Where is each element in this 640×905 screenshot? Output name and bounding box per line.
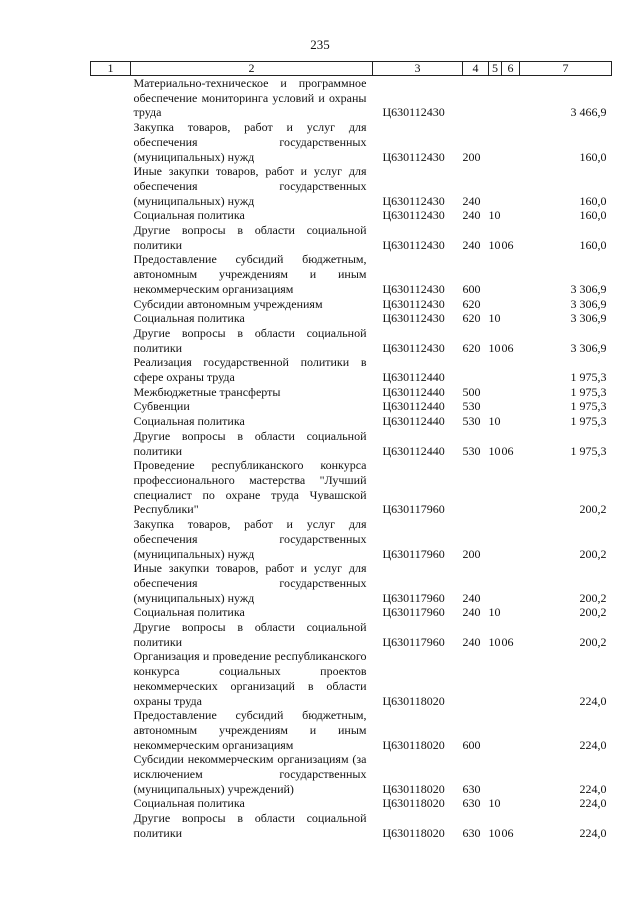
row-name: Предоставление субсидий бюджетным, автономным учреждениям и иным некоммерческим организациям	[133, 252, 367, 296]
subsection-code: 06	[501, 443, 514, 458]
section-code	[489, 355, 502, 384]
section-code	[489, 252, 502, 296]
row-name: Закупка товаров, работ и услуг для обеспечения государственных (муниципальных) нужд	[133, 517, 367, 561]
cell-index	[91, 517, 131, 561]
target-code: Ц630117960	[382, 546, 445, 561]
cell-index	[91, 649, 131, 708]
subsection-code	[502, 458, 520, 517]
row-name: Организация и проведение республиканского конкурса социальных проектов некоммерческих организаций в области охраны труда	[133, 649, 367, 708]
table-row	[91, 752, 612, 796]
row-name: Другие вопросы в области социальной политики	[133, 223, 367, 252]
cell-index	[91, 605, 131, 620]
expense-type: 620	[462, 340, 481, 355]
expense-type	[463, 458, 489, 517]
subsection-code	[502, 605, 520, 620]
header-cell-1: 1	[91, 62, 131, 76]
cell-index	[91, 355, 131, 384]
table-row	[91, 649, 612, 708]
expense-type: 600	[462, 737, 481, 752]
expense-type: 600	[462, 281, 481, 296]
expense-type: 240	[462, 193, 481, 208]
expense-type: 630	[462, 796, 481, 811]
subsection-code	[502, 385, 520, 400]
table-row	[91, 414, 612, 429]
subsection-code	[502, 208, 520, 223]
table-row	[91, 811, 612, 840]
amount: 3 306,9	[570, 296, 607, 311]
target-code: Ц630112430	[382, 296, 445, 311]
amount: 1 975,3	[570, 414, 607, 429]
header-cell-2: 2	[131, 62, 373, 76]
section-code	[489, 385, 502, 400]
row-name: Межбюджетные трансферты	[133, 384, 281, 399]
table-row	[91, 297, 612, 312]
amount: 160,0	[579, 193, 607, 208]
amount: 200,2	[579, 605, 607, 620]
section-code: 10	[488, 443, 501, 458]
expense-type: 240	[462, 634, 481, 649]
target-code: Ц630112430	[382, 281, 445, 296]
expense-type: 630	[462, 781, 481, 796]
row-name: Другие вопросы в области социальной политики	[133, 811, 367, 840]
table-row	[91, 164, 612, 208]
row-name: Другие вопросы в области социальной политики	[133, 620, 367, 649]
header-cell-5: 5	[489, 62, 502, 76]
expense-type	[463, 76, 489, 121]
target-code: Ц630112430	[382, 193, 445, 208]
cell-index	[91, 561, 131, 605]
subsection-code	[502, 252, 520, 296]
row-name: Социальная политика	[133, 605, 245, 620]
section-code: 10	[488, 208, 501, 223]
header-row	[91, 62, 612, 76]
section-code: 10	[488, 340, 501, 355]
cell-index	[91, 620, 131, 649]
target-code: Ц630112430	[382, 237, 445, 252]
amount: 224,0	[579, 781, 607, 796]
cell-index	[91, 752, 131, 796]
table-row	[91, 326, 612, 355]
cell-index	[91, 708, 131, 752]
section-code: 10	[488, 311, 501, 326]
section-code: 10	[488, 414, 501, 429]
expense-type: 530	[462, 399, 481, 414]
cell-index	[91, 252, 131, 296]
row-name: Социальная политика	[133, 414, 245, 429]
subsection-code	[502, 120, 520, 164]
amount: 160,0	[579, 237, 607, 252]
cell-index	[91, 208, 131, 223]
section-code: 10	[488, 634, 501, 649]
subsection-code	[502, 399, 520, 414]
target-code: Ц630112430	[382, 105, 445, 120]
amount: 3 466,9	[570, 105, 607, 120]
section-code	[489, 76, 502, 121]
amount: 224,0	[579, 737, 607, 752]
section-code: 10	[488, 605, 501, 620]
cell-index	[91, 223, 131, 252]
section-code	[489, 399, 502, 414]
row-name: Социальная политика	[133, 311, 245, 326]
section-code: 10	[488, 796, 501, 811]
row-name: Материально-техническое и программное обеспечение мониторинга условий и охраны труда	[133, 76, 367, 120]
table-row	[91, 76, 612, 121]
section-code	[489, 708, 502, 752]
table-row	[91, 120, 612, 164]
target-code: Ц630112440	[382, 399, 445, 414]
expense-type	[463, 355, 489, 384]
table-row	[91, 605, 612, 620]
subsection-code	[502, 355, 520, 384]
header-cell-3: 3	[373, 62, 463, 76]
section-code	[489, 297, 502, 312]
cell-index	[91, 297, 131, 312]
cell-index	[91, 414, 131, 429]
subsection-code	[502, 649, 520, 708]
table-header	[91, 62, 612, 76]
target-code: Ц630112440	[382, 443, 445, 458]
section-code	[489, 561, 502, 605]
row-name: Предоставление субсидий бюджетным, автономным учреждениям и иным некоммерческим организациям	[133, 708, 367, 752]
subsection-code	[502, 414, 520, 429]
table-body	[91, 76, 612, 841]
table-row	[91, 708, 612, 752]
section-code	[489, 120, 502, 164]
target-code: Ц630117960	[382, 605, 445, 620]
cell-index	[91, 76, 131, 121]
section-code	[489, 458, 502, 517]
expense-type: 530	[462, 414, 481, 429]
section-code: 10	[488, 237, 501, 252]
target-code: Ц630118020	[382, 781, 445, 796]
cell-index	[91, 458, 131, 517]
row-name: Социальная политика	[133, 796, 245, 811]
page-number: 235	[310, 37, 330, 52]
table-row	[91, 458, 612, 517]
table-row	[91, 355, 612, 384]
expense-type: 240	[462, 208, 481, 223]
target-code: Ц630112430	[382, 149, 445, 164]
amount: 160,0	[579, 208, 607, 223]
row-name: Другие вопросы в области социальной политики	[133, 325, 367, 355]
row-name: Субсидии некоммерческим организациям (за исключением государственных (муниципальных) учреждений)	[133, 752, 367, 796]
amount: 224,0	[579, 693, 607, 708]
subsection-code	[502, 164, 520, 208]
subsection-code: 06	[501, 237, 514, 252]
target-code: Ц630112430	[382, 311, 445, 326]
header-cell-7: 7	[520, 62, 612, 76]
header-cell-6: 6	[502, 62, 520, 76]
section-code	[489, 649, 502, 708]
table-row	[91, 517, 612, 561]
subsection-code	[502, 561, 520, 605]
subsection-code: 06	[501, 634, 514, 649]
subsection-code	[502, 517, 520, 561]
cell-index	[91, 399, 131, 414]
target-code: Ц630118020	[382, 825, 445, 840]
table-row	[91, 385, 612, 400]
expense-type: 620	[462, 296, 481, 311]
cell-index	[91, 811, 131, 840]
row-name: Проведение республиканского конкурса профессионального мастерства "Лучший специалист по охране труда Чувашской Республики"	[133, 458, 367, 517]
row-name: Иные закупки товаров, работ и услуг для обеспечения государственных (муниципальных) нужд	[133, 561, 367, 605]
amount: 200,2	[579, 502, 607, 517]
target-code: Ц630117960	[382, 502, 445, 517]
expense-type	[463, 649, 489, 708]
section-code	[489, 517, 502, 561]
amount: 1 975,3	[570, 399, 607, 414]
budget-table	[90, 61, 612, 841]
amount: 224,0	[579, 825, 607, 840]
target-code: Ц630112430	[382, 340, 445, 355]
target-code: Ц630112440	[382, 370, 445, 385]
table-row	[91, 796, 612, 811]
expense-type: 620	[462, 311, 481, 326]
cell-index	[91, 311, 131, 326]
subsection-code	[502, 311, 520, 326]
amount: 200,2	[579, 590, 607, 605]
expense-type: 630	[462, 825, 481, 840]
amount: 200,2	[579, 546, 607, 561]
cell-index	[91, 385, 131, 400]
table-row	[91, 252, 612, 296]
expense-type: 240	[462, 237, 481, 252]
cell-index	[91, 120, 131, 164]
target-code: Ц630118020	[382, 693, 445, 708]
amount: 3 306,9	[570, 281, 607, 296]
section-code	[489, 164, 502, 208]
subsection-code	[502, 752, 520, 796]
table-row	[91, 223, 612, 252]
amount: 1 975,3	[570, 443, 607, 458]
subsection-code	[502, 76, 520, 121]
header-cell-4: 4	[463, 62, 489, 76]
subsection-code: 06	[501, 825, 514, 840]
table-row	[91, 311, 612, 326]
row-name: Закупка товаров, работ и услуг для обеспечения государственных (муниципальных) нужд	[133, 120, 367, 164]
subsection-code	[502, 297, 520, 312]
subsection-code: 06	[501, 340, 514, 355]
target-code: Ц630117960	[382, 590, 445, 605]
expense-type: 500	[462, 384, 481, 399]
subsection-code	[502, 708, 520, 752]
amount: 1 975,3	[570, 370, 607, 385]
amount: 224,0	[579, 796, 607, 811]
row-name: Другие вопросы в области социальной политики	[133, 428, 367, 458]
row-name: Реализация государственной политики в сфере охраны труда	[133, 355, 367, 385]
expense-type: 200	[462, 546, 481, 561]
target-code: Ц630112440	[382, 384, 445, 399]
cell-index	[91, 429, 131, 458]
table-row	[91, 620, 612, 649]
subsection-code	[502, 796, 520, 811]
row-name: Субсидии автономным учреждениям	[133, 296, 323, 311]
amount: 3 306,9	[570, 340, 607, 355]
cell-index	[91, 164, 131, 208]
target-code: Ц630112440	[382, 414, 445, 429]
amount: 200,2	[579, 634, 607, 649]
expense-type: 200	[462, 149, 481, 164]
target-code: Ц630117960	[382, 634, 445, 649]
cell-index	[91, 326, 131, 355]
table-row	[91, 399, 612, 414]
target-code: Ц630118020	[382, 796, 445, 811]
amount: 1 975,3	[570, 384, 607, 399]
section-code	[489, 752, 502, 796]
table-row	[91, 561, 612, 605]
row-name: Иные закупки товаров, работ и услуг для обеспечения государственных (муниципальных) нужд	[133, 164, 367, 208]
target-code: Ц630118020	[382, 737, 445, 752]
amount: 3 306,9	[570, 311, 607, 326]
table-row	[91, 429, 612, 458]
table-row	[91, 208, 612, 223]
section-code: 10	[488, 825, 501, 840]
row-name: Социальная политика	[133, 208, 245, 223]
expense-type: 240	[462, 590, 481, 605]
expense-type: 530	[462, 443, 481, 458]
cell-index	[91, 796, 131, 811]
amount: 160,0	[579, 149, 607, 164]
target-code: Ц630112430	[382, 208, 445, 223]
expense-type: 240	[462, 605, 481, 620]
row-name: Субвенции	[133, 399, 190, 414]
